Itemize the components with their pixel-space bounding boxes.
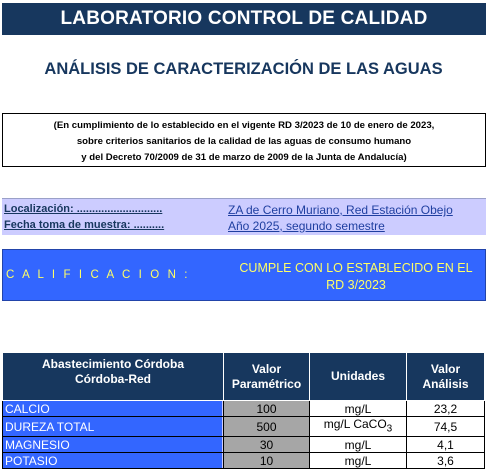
units-header: Unidades bbox=[310, 353, 407, 401]
parametric-value: 10 bbox=[224, 453, 310, 469]
notice-line-1: (En cumplimiento de lo establecido en el vigente RD 3/2023 de 10 de enero de 2023, bbox=[53, 120, 435, 131]
parametric-value: 100 bbox=[224, 401, 310, 417]
unit bbox=[310, 417, 407, 437]
qualification-result-line-1: CUMPLE CON LO ESTABLECIDO EN EL bbox=[239, 261, 473, 275]
analysis-header bbox=[407, 353, 485, 401]
unit: mg/L bbox=[310, 437, 407, 453]
supply-header-line-2: Córdoba-Red bbox=[75, 372, 151, 386]
table-header-row bbox=[3, 353, 485, 401]
lab-title: LABORATORIO CONTROL DE CALIDAD bbox=[2, 3, 486, 35]
notice-line-2: sobre criterios sanitarios de la calidad de las aguas de consumo humano bbox=[76, 136, 412, 147]
qualification-box bbox=[2, 249, 486, 301]
table-row bbox=[3, 437, 485, 453]
location-label: Localización: ............................ bbox=[4, 203, 163, 215]
analysis-header-line-1: Valor bbox=[430, 361, 461, 376]
parameter-name: DUREZA TOTAL bbox=[3, 417, 223, 437]
table-row bbox=[3, 417, 485, 437]
analysis-value: 23,2 bbox=[407, 401, 485, 417]
analysis-value: 4,1 bbox=[407, 437, 485, 453]
parameter-name: POTASIO bbox=[3, 453, 223, 469]
notice-line-3: y del Decreto 70/2009 de 31 de marzo de 2009 de la Junta de Andalucía) bbox=[81, 152, 407, 163]
unit: mg/L bbox=[310, 453, 407, 469]
table-row bbox=[3, 401, 485, 417]
sample-date-label: Fecha toma de muestra: .......... bbox=[4, 219, 165, 231]
qualification-result bbox=[225, 260, 487, 294]
unit-main: mg/L CaCO bbox=[323, 417, 387, 431]
regulation-notice bbox=[2, 113, 486, 167]
qualification-label: C A L I F I C A C I O N : bbox=[6, 269, 191, 281]
parametric-value: 30 bbox=[224, 437, 310, 453]
unit-subscript: 3 bbox=[386, 423, 393, 435]
sample-date-row bbox=[2, 219, 486, 236]
parametric-value: 500 bbox=[224, 417, 310, 437]
sample-date-value: Año 2025, segundo semestre bbox=[228, 219, 385, 233]
analysis-value: 3,6 bbox=[407, 453, 485, 469]
analysis-title: ANÁLISIS DE CARACTERIZACIÓN DE LAS AGUAS bbox=[44, 60, 443, 78]
qualification-result-line-2: RD 3/2023 bbox=[326, 278, 386, 292]
table-row bbox=[3, 453, 485, 469]
sample-info-block bbox=[2, 198, 486, 236]
location-row bbox=[2, 203, 486, 220]
parametric-header-line-2: Paramétrico bbox=[231, 376, 302, 391]
parameter-name: MAGNESIO bbox=[3, 437, 223, 453]
analysis-value: 74,5 bbox=[407, 417, 485, 437]
parametric-header bbox=[224, 353, 310, 401]
parameter-name: CALCIO bbox=[3, 401, 223, 417]
analysis-header-line-2: Análisis bbox=[422, 376, 469, 391]
supply-header-line-1: Abastecimiento Córdoba bbox=[41, 357, 185, 371]
divider bbox=[2, 235, 486, 236]
unit: mg/L bbox=[310, 401, 407, 417]
results-table bbox=[2, 352, 485, 469]
location-value: ZA de Cerro Muriano, Red Estación Obejo bbox=[228, 203, 453, 217]
supply-header bbox=[3, 353, 224, 401]
parametric-header-line-1: Valor bbox=[251, 361, 282, 376]
